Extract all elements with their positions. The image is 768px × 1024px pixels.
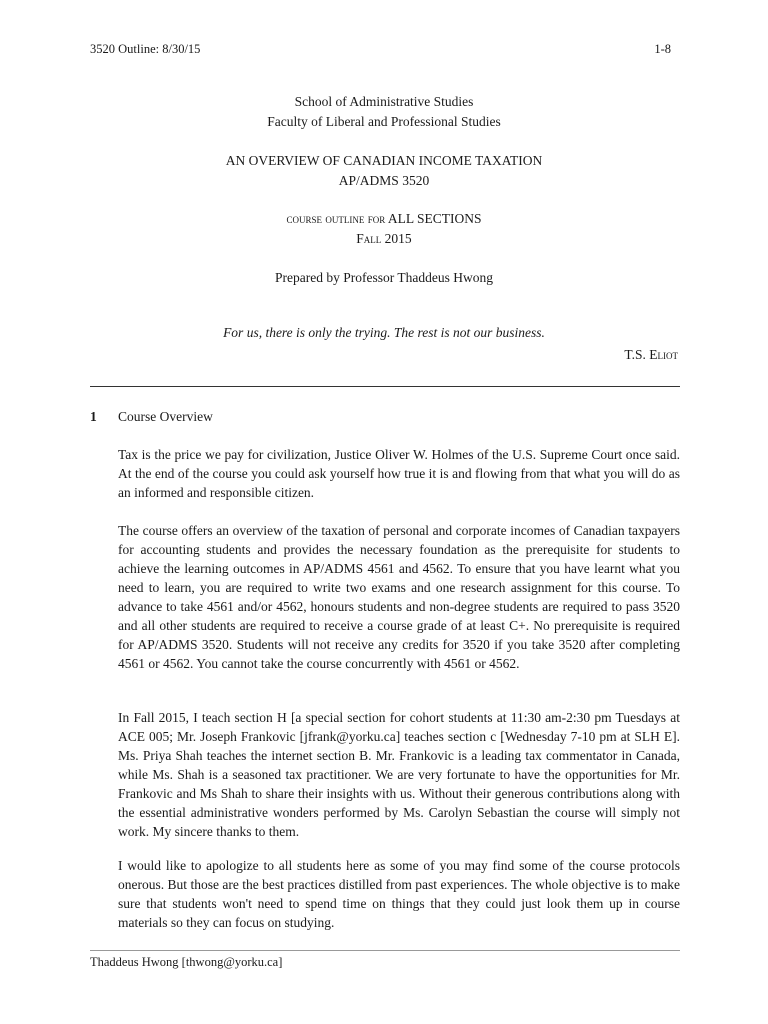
prepared-by: Prepared by Professor Thaddeus Hwong <box>275 270 493 285</box>
paragraph-4: I would like to apologize to all students here as some of you may find some of the course protocols onerous. But those are the best practices distilled from past experiences. The whole objective is to make sure that students won't need to spend time on things that they could just look them up in course materials so they can focus on studying. <box>118 858 680 930</box>
paragraph-2: The course offers an overview of the taxation of personal and corporate incomes of Canadian taxpayers for accounting students and provides the necessary foundation as the prerequisite for students to achieve the learning outcomes in AP/ADMS 4561 and 4562. To ensure that you have learnt what you need to learn, you are required to write two exams and one research assignment for this course. To advance to take 4561 and/or 4562, honours students and non-degree students are required to pass 3520 and all other students are required to receive a course grade of at least C+. No prerequisite is required for AP/ADMS 3520. Students will not receive any credits for 3520 if you take 3520 after completing 4561 or 4562. You cannot take the course concurrently with 4561 or 4562. <box>118 523 680 671</box>
outline-sections: ALL SECTIONS <box>385 211 482 226</box>
paragraph-3: In Fall 2015, I teach section H [a special section for cohort students at 11:30 am-2:30 pm Tuesdays at ACE 005; Mr. Joseph Frankovic [jfrank@yorku.ca] teaches section c [Wednesday 7-10 pm at SLH E]. Ms. Priya Shah teaches the internet section B. Mr. Frankovic is a leading tax commentator in Canada, while Ms. Shah is a seasoned tax practitioner. We are very fortunate to have the opportunities for Mr. Frankovic and Ms Shah to share their insights with us. Without their generous contributions along with the essential administrative wonders performed by Ms. Carolyn Sebastian the course will simply not work. My sincere thanks to them. <box>118 710 680 839</box>
faculty-name: Faculty of Liberal and Professional Studies <box>267 114 501 129</box>
term: Fall 2015 <box>356 231 412 246</box>
running-header-left: 3520 Outline: 8/30/15 <box>90 42 201 56</box>
footer-divider <box>90 950 680 951</box>
outline-prefix: course outline for <box>286 211 386 226</box>
course-title: AN OVERVIEW OF CANADIAN INCOME TAXATION <box>225 153 543 168</box>
footer-author: Thaddeus Hwong [thwong@yorku.ca] <box>90 955 283 969</box>
title-divider <box>90 386 680 387</box>
outline-line <box>0 211 768 227</box>
page-number: 1-8 <box>654 42 671 56</box>
section-title: Course Overview <box>118 409 213 424</box>
epigraph-quote: For us, there is only the trying. The rest is not our business. <box>223 325 545 340</box>
school-name: School of Administrative Studies <box>294 94 474 109</box>
epigraph-author: T.S. Eliot <box>624 347 678 362</box>
course-code: AP/ADMS 3520 <box>338 173 430 188</box>
section-number: 1 <box>90 409 97 424</box>
paragraph-1: Tax is the price we pay for civilization, Justice Oliver W. Holmes of the U.S. Supreme Court once said. At the end of the course you could ask yourself how true it is and flowing from that what you will do as an informed and responsible citizen. <box>118 447 680 500</box>
